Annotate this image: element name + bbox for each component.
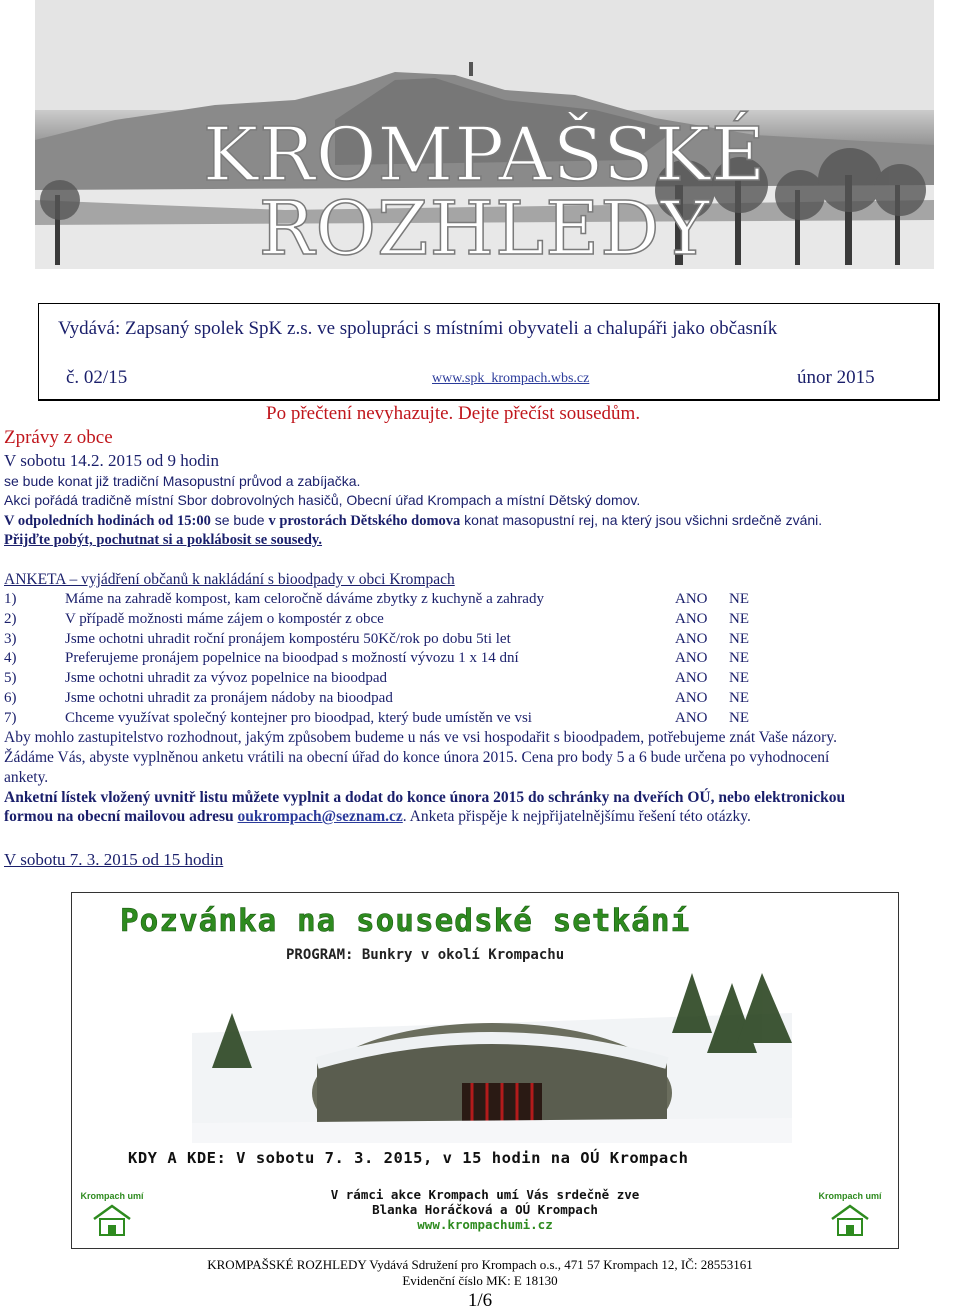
afternoon-place: v prostorách Dětského domova bbox=[268, 513, 461, 529]
answer-no: NE bbox=[729, 591, 749, 607]
question-number: 2) bbox=[4, 610, 17, 627]
page-number: 1/6 bbox=[467, 1290, 493, 1311]
event-description: se bude konat již tradiční Masopustní průvod a zabíjačka. bbox=[4, 473, 361, 489]
question-text: Jsme ochotni uhradit za pronájem nádoby na bioodpad bbox=[65, 690, 393, 706]
event-2-title: V sobotu 7. 3. 2015 od 15 hodin bbox=[4, 850, 224, 869]
question-text: Máme na zahradě kompost, kam celoročně dáváme zbytky z kuchyně a zahrady bbox=[65, 591, 544, 607]
question-number: 4) bbox=[4, 650, 17, 667]
issue-number: č. 02/15 bbox=[66, 367, 128, 388]
answer-yes: ANO bbox=[675, 709, 708, 726]
poster-when-where: KDY A KDE: V sobotu 7. 3. 2015, v 15 hodin na OÚ Krompach bbox=[128, 1149, 689, 1167]
poster-title: Pozvánka na sousedské setkání bbox=[120, 903, 691, 939]
website-link[interactable]: www.spk_krompach.wbs.cz bbox=[432, 371, 590, 386]
publisher-line: Vydává: Zapsaný spolek SpK z.s. ve spolupráci s místními obyvateli a chalupáři jako občasník bbox=[58, 318, 778, 339]
answer-yes: ANO bbox=[675, 591, 708, 607]
question-number: 3) bbox=[4, 630, 17, 647]
text-fragment: konat masopustní rej, na který jsou všichni srdečně zváni. bbox=[460, 512, 823, 528]
logo-label: Krompach umí bbox=[818, 1191, 882, 1201]
issue-date: únor 2015 bbox=[797, 367, 875, 388]
notice-text: Po přečtení nevyhazujte. Dejte přečíst sousedům. bbox=[266, 403, 641, 424]
question-text: Chceme využívat společný kontejner pro bioodpad, který bude umístěn ve vsi bbox=[65, 709, 532, 726]
event-afternoon bbox=[4, 512, 822, 530]
email-link[interactable]: oukrompach@seznam.cz bbox=[237, 808, 403, 825]
survey-title: ANKETA – vyjádření občanů k nakládání s bioodpady v obci Krompach bbox=[4, 571, 455, 588]
poster-invite-line-1: V rámci akce Krompach umí Vás srdečně zve bbox=[330, 1187, 640, 1202]
afternoon-time: V odpoledních hodinách od 15:00 bbox=[4, 513, 211, 529]
event-title: V sobotu 14.2. 2015 od 9 hodin bbox=[4, 451, 220, 470]
krompach-umi-logo-left bbox=[74, 1191, 150, 1237]
footer-address: KROMPAŠSKÉ ROZHLEDY Vydává Sdružení pro Krompach o.s., 471 57 Krompach 12, IČ: 28553161 bbox=[207, 1257, 753, 1272]
poster-website: www.krompachumi.cz bbox=[417, 1217, 553, 1232]
question-number: 1) bbox=[4, 591, 17, 607]
section-heading: Zprávy z obce bbox=[4, 427, 113, 448]
question-text: Jsme ochotni uhradit za vývoz popelnice na bioodpad bbox=[65, 670, 387, 687]
survey-paragraph-2-end: ankety. bbox=[4, 769, 49, 786]
bunker-photo bbox=[192, 973, 792, 1143]
footer-registration: Evidenční číslo MK: E 18130 bbox=[402, 1273, 558, 1288]
event-invitation: Přijďte pobýt, pochutnat si a poklábosit se sousedy. bbox=[4, 532, 323, 548]
house-icon bbox=[90, 1203, 134, 1237]
answer-no: NE bbox=[729, 630, 749, 647]
text-fragment: se bude bbox=[210, 512, 269, 528]
question-number: 7) bbox=[4, 709, 17, 726]
text-fragment: formou na obecní mailovou adresu bbox=[4, 808, 238, 825]
logo-label: Krompach umí bbox=[80, 1191, 144, 1201]
answer-no: NE bbox=[729, 690, 749, 706]
answer-yes: ANO bbox=[675, 670, 708, 687]
answer-no: NE bbox=[729, 650, 749, 667]
answer-yes: ANO bbox=[675, 690, 708, 706]
question-text: Preferujeme pronájem popelnice na bioodpad s možností vývozu 1 x 14 dní bbox=[65, 650, 519, 667]
text-fragment: . Anketa přispěje k nejpřijatelnějšímu řešení této otázky. bbox=[402, 808, 751, 825]
poster-program: PROGRAM: Bunkry v okolí Krompachu bbox=[286, 947, 565, 963]
survey-paragraph-3: Anketní lístek vložený uvnitř listu můžete vyplnit a dodat do konce února 2015 do schránky na dveřích OÚ, nebo elektronickou bbox=[4, 789, 846, 806]
answer-no: NE bbox=[729, 670, 749, 687]
krompach-umi-logo-right bbox=[812, 1191, 888, 1237]
survey-paragraph-4 bbox=[4, 808, 751, 826]
survey-paragraph-1: Aby mohlo zastupitelstvo rozhodnout, jakým způsobem budeme u nás ve vsi hospodařit s bioodpadem, potřebujeme znát Vaše názory. bbox=[4, 729, 837, 746]
header-photo bbox=[35, 0, 934, 269]
event-organizers: Akci pořádá tradičně místní Sbor dobrovolných hasičů, Obecní úřad Krompach a místní Dětský domov. bbox=[4, 492, 641, 508]
masthead-title: KROMPAŠSKÉ ROZHLEDY bbox=[202, 112, 767, 269]
answer-yes: ANO bbox=[675, 650, 708, 667]
poster-image bbox=[71, 892, 899, 1249]
answer-yes: ANO bbox=[675, 610, 708, 627]
question-text: V případě možnosti máme zájem o kompostér z obce bbox=[65, 610, 384, 627]
answer-no: NE bbox=[729, 709, 749, 726]
publisher-info-box bbox=[38, 303, 940, 401]
question-number: 6) bbox=[4, 690, 17, 706]
survey-paragraph-2: Žádáme Vás, abyste vyplněnou anketu vrátili na obecní úřad do konce února 2015. Cena pro body 5 a 6 bude určena po vyhodnocení bbox=[4, 749, 830, 766]
poster-invite-line-2: Blanka Horáčková a OÚ Krompach bbox=[372, 1202, 598, 1217]
answer-yes: ANO bbox=[675, 630, 708, 647]
question-text: Jsme ochotni uhradit roční pronájem kompostéru 50Kč/rok po dobu 5ti let bbox=[65, 630, 511, 647]
question-number: 5) bbox=[4, 670, 17, 687]
answer-no: NE bbox=[729, 610, 749, 627]
house-icon bbox=[828, 1203, 872, 1237]
